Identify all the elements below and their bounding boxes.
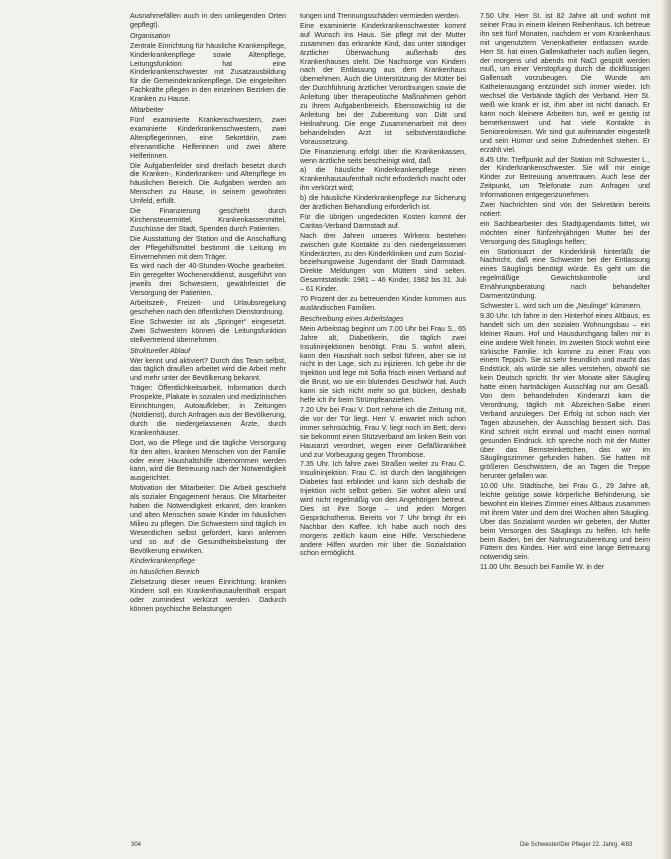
paragraph: Die Finanzierung geschieht durch Kirchensteuermittel, Krankenkassenmittel, Zuschüsse der Stadt, Spenden durch Patienten. (130, 207, 286, 233)
paragraph: 7.50 Uhr. Herr St. ist 82 Jahre alt und wohnt mit seiner Frau in einem kleinen Reihenhaus. Ich betreue ihn seit fünf Monaten, nachdem er vom Krankenhaus mit ungenutztem Venenkatheter entlassen wurde. Herr St. hat einen Gallenkatheter nach außen liegen, der morgens und abends mit NaCl gespült werden muß, um einer Verstopfung durch die dickflüssigen Gallensaft vorzubeugen. Die Wunde am Katheterausgang entzündet sich immer wieder. Ich wechsel die Verbände täglich der Verband. Herr St. weiß wie krank er ist, ihm aber ist nicht danach. Er kann noch kleinere Arbeiten tun, weil er geistig ist bemerkenswert und hat viele Kontakte in Seniorenkreisen. Wir sind gut aufeinander eingestellt und sein Humor und seine Zufriedenheit stehen. Er erzählt viel. (480, 12, 650, 154)
paragraph: 70 Prozent der zu betreuenden Kinder kommen aus ausländischen Familien. (300, 295, 466, 312)
paragraph: Arbeitszeit-, Freizeit- und Urlaubsregelung geschehen nach den öffentlichen Dienstordnung. (130, 299, 286, 316)
section-heading: Struktureller Ablauf (130, 346, 191, 355)
paragraph: 10.00 Uhr. Städtische, bei Frau G., 29 Jahre alt, leichte geistige sowie körperliche Behinderung, sie bewohnt ein kleines Zimmer eines Altbaus zusammen mit ihrem Vater und dem drei Wochen alten Säugling. Über das Sozialamt wurden wir gebeten, der Mutter beim Versorgen des Säuglings zu helfen. Ich helfe beim Baden, bei der Nahrungszubereitung und beim Füttern des Kindes. Hier wird eine lange Betreuung notwendig sein. (480, 482, 650, 562)
paragraph: Motivation der Mitarbeiter: Die Arbeit geschieht als sozialer Engagement heraus. Die Mitarbeiter haben die Notwendigkeit erkannt, den kranken und alten Menschen sowie Kinder im häuslichen Milieu zu pflegen. Die Schwestern sind täglich im Wesentlichen selbst gefordert, kann anlernen und so auf die Gesundheitsbelastung der Bevölkerung einwirken. (130, 484, 286, 555)
paragraph: Die Finanzierung erfolgt über die Krankenkassen, wenn ärztliche seits bescheinigt wird, daß (300, 147, 466, 165)
paragraph: Die Ausstattung der Station und die Anschaffung der Pflegehilfsmittel bestimmt die Leitung im Einvernehmen mit dem Träger. (130, 234, 286, 261)
text-column-3 (480, 12, 650, 573)
paragraph: Eine examinierte Kinderkrankenschwester kommt auf Wunsch ins Haus. Sie pflegt mit der Mutter zusammen das erkrankte Kind, das unter ständiger ärztlicher Überwachung außerhalb des Krankenhauses steht. Die Nachsorge von Kindern nach der Entlassung aus dem Krankenhaus übernehmen. Auch die Unterstützung der Mütter bei der Durchführung ärztlicher Verordnungen sowie die Anleitung über therapeutische Maßnahmen gehört zu ihrem Aufgabenbereich. Ebensowichtig ist die Anleitung bei der Zubereitung von Diät und Heilnahrung. Die enge Zusammenarbeit mit dem behandelnden Arzt ist selbstverständliche Voraussetzung. (300, 21, 466, 146)
paragraph: Wer kennt und aktiviert? Durch das Team selbst, das täglich draußen arbeitet wird die Arbeit mehr und mehr unter der Bevölkerung bekannt. (130, 356, 286, 383)
text-column-2 (300, 12, 466, 559)
paragraph: 7.20 Uhr bei Frau V. Dort nehme ich die Zeitung mit, die vor der Tür liegt. Herr V. erwartet mich schon immer sehnsüchtig, Frau V. liegt noch im Bett, denn sie bekommt einen Stützverband am linken Bein von Hausarzt verordnet, wegen einer Gefäßkrankheit und zur Vorbeugung gegen Thrombose. (300, 405, 466, 459)
paragraph: Fünf examinierte Krankenschwestern, zwei examinierte Kinderkrankenschwestern, zwei Altenpflegerinnen, eine Sekretärin, zwei ehrenamtliche Helferinnen und zwei ältere Helferinnen. (130, 115, 286, 160)
paragraph: ein Sachbearbeiter des Stadtjugendamts bittet, wir möchten einer fünfzehnjährigen Mutter bei der Versorgung des Säuglings helfen; (480, 219, 650, 246)
paragraph: 7.35 Uhr. Ich fahre zwei Straßen weiter zu Frau C. Insulininjektion. Frau C. ist durch den langjährigen Diabetes fast erblindet und kann sich deshalb die Injektion nicht selbst geben. Sie wohnt allein und wird nicht regelmäßig von den Angehörigen betreut. Dies ist ihre Sorge – und jeden Morgen Gesprächsthema. Bereits vor 7 Uhr bringt ihr ein Nachbar den Kaffee. Ich habe auch noch des morgens zeitlich kaum eine Hilfe. Verschiedene andere Hilfen wurden mir über die Sozialstation schon ermöglicht. (300, 460, 466, 558)
paragraph: Zwei Nachrichten sind von der Sekretärin bereits notiert: (480, 201, 650, 218)
paragraph: Die Aufgabenfelder sind dreifach besetzt durch die Kranken-, Kinderkranken- und Altenpflege im häuslichen Bereich. Die Aufgaben werden am Menschen zu Hause, in seinem gewohnten Umfeld, erfüllt. (130, 161, 286, 206)
section-heading: Beschreibung eines Arbeitstages (300, 314, 404, 323)
paragraph: Es wird nach der 40-Stunden-Woche gearbeitet. Ein geregelter Wochenenddienst, ausgeführt von jeweils drei Schwestern, gewährleistet die Versorgung der Patienten. (130, 262, 286, 298)
paragraph: 8.45 Uhr. Treffpunkt auf der Station mit Schwester L., der Kinderkrankenschwester. Sie will mir einige Kinder zur Betreuung anvertrauen. Auch lese der Zeitpunkt, um Telefonate zum Anfragen und Informationen entgegenzunehmen. (480, 155, 650, 200)
paragraph: b) die häusliche Kinderkrankenpflege zur Sicherung der ärztlichen Behandlung erforderlich ist. (300, 194, 466, 212)
paragraph: Für die übrigen ungedeckten Kosten kommt der Caritas-Verband Darmstadt auf. (300, 212, 466, 230)
paragraph: Zentrale Einrichtung für häusliche Krankenpflege, Kinderkrankenpflege sowie Altenpflege, Leitungsfunktion hat eine Kinderkrankenschwester mit Zusatzausbildung für die Gemeindekrankenpflege. Die eingeteilten Fachkräfte pflegen in den einzelnen Bezirken die Kranken zu Hause. (130, 41, 286, 104)
text-column-1 (130, 12, 286, 615)
paragraph: Dort, wo die Pflege und die tägliche Versorgung für den alten, kranken Menschen von der Familie oder einer Haushaltshilfe übernommen werden kann, wird die Betreuung nach der Notwendigkeit ausgerichtet. (130, 438, 286, 483)
paragraph: 11.00 Uhr. Besuch bei Familie W. in der (480, 563, 605, 572)
page-edge-shadow (661, 0, 671, 859)
paragraph: ein Stationsarzt der Kinderklinik hinterläßt die Nachricht, daß eine Schwester bei der Entlassung eines Säuglings benötigt würde. Es geht um die regelmäßige Gewichtskontrolle und Ernährungsberatung nach behandelter Darmentzündung. (480, 247, 650, 301)
section-heading: Organisation (130, 31, 171, 40)
section-heading: im häuslichen Bereich (130, 568, 200, 577)
paragraph: Träger: Öffentlichkeitsarbeit, Information durch Prospekte, Plakate in sozialen und medizinischen Einrichtungen, Autoaufkleber, in Zeitungen (Notdienst), durch Anfragen aus der Bevölkerung, durch die niedergelassenen Ärzte, durch Krankenhäuser. (130, 384, 286, 437)
journal-citation: Die Schwester/Der Pfleger 22. Jahrg. 4/83 (520, 842, 633, 848)
paragraph: a) die häusliche Kinderkrankenpflege einen Krankenhausaufenthalt nicht erforderlich macht oder ihn verkürzt wird; (300, 166, 466, 193)
paragraph: Nach drei Jahren unseres Wirkens bestehen zwischen gute Kontakte zu den niedergelassenen Kinderärzten, zu den Kinderkliniken und zum Sozial- beziehungsweise Jugendamt der Stadt Darmstadt. Direkte Meldungen von Müttern sind selten. Gesamtstatistik: 1981 – 46 Kinder, 1982 bis 31. Juli – 61 Kinder. (300, 231, 466, 294)
paragraph: Mein Arbeitstag beginnt um 7.00 Uhr bei Frau S., 65 Jahre alt, Diabetikerin, die täglich zwei Insulininjektionen benötigt. Frau S. wohnt allein, kann den Haushalt noch selbst führen, aber sie ist nicht in der Lage, sich zu injizieren. Ich gebe ihr die Injektion und lege mit Sofia frisch einen Verband auf die Brust, wo sie ein blutendes Geschwür hat. Auch kann sie sich nicht mehr so gut bücken, deshalb helfe ich ihr beim Strümpfeanziehen. (300, 324, 466, 405)
paragraph: tungen und Trennungsschäden vermieden werden. (300, 12, 461, 20)
section-heading: Kinderkrankenpflege (130, 557, 196, 566)
section-heading: Mitarbeiter (130, 106, 164, 115)
paragraph: Zielsetzung dieser neuen Einrichtung: kranken Kindern soll ein Krankenhausaufenthalt erspart oder zumindest verkürzt werden. Dadurch können psychische Belastungen (130, 578, 286, 613)
paragraph: Eine Schwester ist als „Springer“ eingesetzt. Zwei Schwestern können die Leitungsfunktion stellvertretend übernehmen. (130, 317, 286, 344)
paragraph: 9.30 Uhr. Ich fahre in den Hinterhof eines Altbaus, es handelt sich um den sozialen Wohnungsbau – ein kleiner Raum. Hof und Hausdurchgang fallen mir in eine andere Welt hinein. Im zweiten Stock wohnt eine türkische Familie. Ich komme zu einer Frau von einem Teppich. Sie ist sehr freundlich und macht das Endstück, als würde sie alles verstehen, obwohl sie kein Deutsch spricht. Ihr vier Monate alter Säugling hatte einen hartnäckigen Ausschlag nur am Gesäß. Von dem behandelnden Kinderarzt kam die Verordnung, täglich mit Abzeichen-Salbe einen Verband anzulegen. Der Erfolg ist schon nach vier Tagen abzusehen, der Ausschlag bessert sich. Das Kind schreit nicht einmal und macht einen normal gesunden Eindruck. Ich spreche noch mit der Mutter über das Bernsteinkettchen, das wir im Säuglingszimmer gefunden haben. Sie hatten mit größeren Geschwistern, die an Tagen die Treppe herunter gefallen war. (480, 311, 650, 481)
page-number: 304 (131, 842, 142, 848)
paragraph: Ausnahmefällen auch in den umliegenden Orten gepflegt). (130, 12, 286, 29)
paragraph: Schwester L. wird sich um die „Neulinge“ kümmern. (480, 302, 643, 310)
